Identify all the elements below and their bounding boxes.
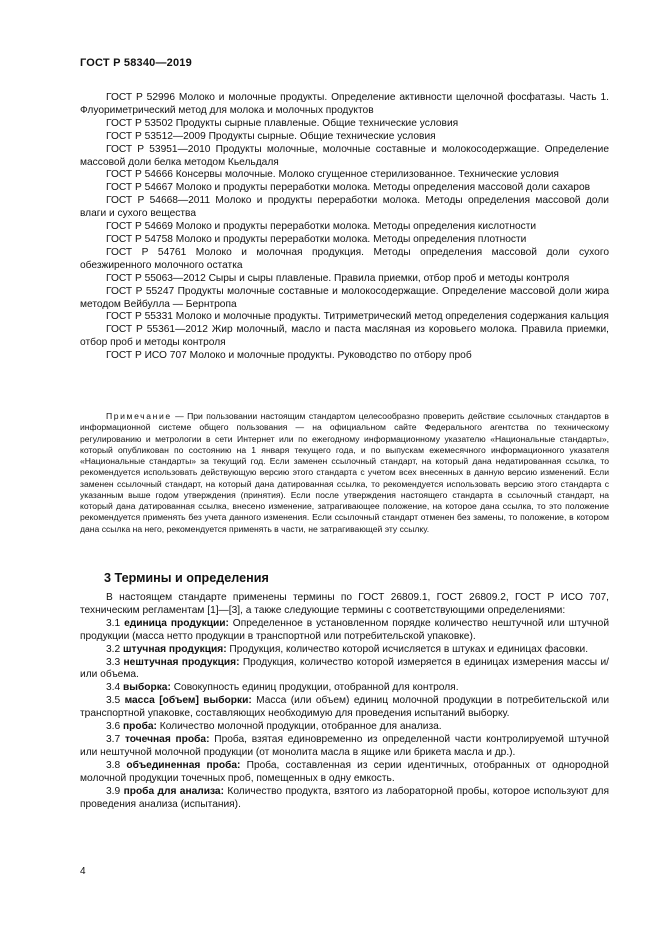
- terms-section: [80, 592, 609, 811]
- reference-item: ГОСТ Р 52996 Молоко и молочные продукты. Определение активности щелочной фосфатазы. Часть 1. Флуориметрический метод для молока и молочных продуктов: [80, 92, 609, 116]
- document-code-header: ГОСТ Р 58340—2019: [80, 57, 192, 69]
- reference-item: ГОСТ Р 54669 Молоко и продукты переработки молока. Методы определения кислотности: [106, 221, 537, 233]
- reference-item: ГОСТ Р 53951—2010 Продукты молочные, молочные составные и молокосодержащие. Определение массовой доли белка методом Кьельдаля: [80, 143, 609, 168]
- term-definition: Количество продукта, взятого из лабораторной пробы, которое используют для проведения анализа (испытания).: [80, 785, 610, 810]
- reference-item: ГОСТ Р 55247 Продукты молочные составные и молокосодержащие. Определение массовой доли жира методом Вейбулла — Бернтропа: [80, 285, 609, 310]
- term-number: 3.5: [106, 695, 125, 707]
- term-number: 3.4: [106, 682, 123, 694]
- term-number: 3.3: [106, 656, 124, 668]
- term-number: 3.6: [106, 721, 123, 733]
- term-name: нештучная продукция:: [123, 656, 240, 668]
- term-item: [80, 734, 609, 760]
- term-item: [80, 618, 609, 644]
- term-item: [80, 695, 609, 721]
- term-definition: Продукция, количество которой измеряется в единицах измерения массы и/или объема.: [80, 656, 609, 681]
- term-item: [80, 682, 609, 695]
- term-definition: Масса (или объем) единиц молочной продукции в потребительской или транспортной упаковке, составляющих необходимую для проведения испытаний выборку.: [80, 695, 610, 720]
- term-number: 3.9: [106, 785, 124, 797]
- term-name: точечная проба:: [124, 733, 210, 745]
- page-number: 4: [80, 866, 86, 877]
- normative-references-list: [80, 92, 609, 363]
- section-intro: В настоящем стандарте применены термины по ГОСТ 26809.1, ГОСТ 26809.2, ГОСТ Р ИСО 707, техническим регламентам [1]—[3], а также следующие термины с соответствующими определениями:: [80, 592, 609, 616]
- term-number: 3.8: [106, 759, 127, 771]
- term-item: [80, 721, 609, 734]
- section-title: 3 Термины и определения: [104, 571, 269, 585]
- term-name: выборка:: [123, 682, 171, 694]
- reference-item: ГОСТ Р 54667 Молоко и продукты переработки молока. Методы определения массовой доли сахаров: [106, 182, 591, 194]
- term-name: объединенная проба:: [126, 759, 241, 771]
- term-name: единица продукции:: [124, 617, 229, 629]
- term-number: 3.1: [106, 617, 125, 629]
- note-text: — При пользовании настоящим стандартом целесообразно проверить действие ссылочных стандартов в информационной системе общего пользования — на официальном сайте Федерального агентства по техническому регулированию и метрологии в сети Интернет или по ежегодному информационному указателю «Национальные стандарты», который опубликован по состоянию на 1 января текущего года, и по выпускам ежемесячного информационного указателя «Национальные стандарты» за текущий год. Если заменен ссылочный стандарт, на который дана недатированная ссылка, то рекомендуется использовать действующую версию этого стандарта с учетом всех внесенных в данную версию изменений. Если заменен ссылочный стандарт, на который дана датированная ссылка, то рекомендуется использовать версию этого стандарта с указанным выше годом утверждения (принятия). Если после утверждения настоящего стандарта в ссылочный стандарт, на который дана датированная ссылка, внесено изменение, затрагивающее положение, на которое дана ссылка, то это положение рекомендуется применять без учета данного изменения. Если ссылочный стандарт отменен без замены, то положение, в котором дана ссылка на него, рекомендуется применять в части, не затрагивающей эту ссылку.: [80, 411, 609, 534]
- term-number: 3.7: [106, 733, 125, 745]
- reference-item: ГОСТ Р 54761 Молоко и молочная продукция. Методы определения массовой доли сухого обезжиренного молочного остатка: [80, 246, 609, 271]
- reference-item: ГОСТ Р 54758 Молоко и продукты переработки молока. Методы определения плотности: [106, 233, 527, 245]
- term-definition: Количество молочной продукции, отобранное для анализа.: [156, 721, 442, 733]
- term-name: проба:: [123, 721, 157, 733]
- term-definition: Проба, составленная из серии идентичных, отобранных от однородной молочной продукции точечных проб, помещенных в одну емкость.: [80, 759, 609, 784]
- term-number: 3.2: [106, 643, 123, 655]
- term-name: проба для анализа:: [123, 785, 224, 797]
- term-name: штучная продукция:: [123, 643, 227, 655]
- term-definition: Проба, взятая единовременно из определенной части контролируемой штучной или нештучной молочной продукции (от монолита масла в ящике или брикета масла и др.).: [80, 733, 610, 758]
- term-definition: Продукция, количество которой исчисляется в штуках и единицах фасовки.: [226, 643, 589, 655]
- term-item: [80, 760, 609, 786]
- reference-item: ГОСТ Р ИСО 707 Молоко и молочные продукты. Руководство по отбору проб: [106, 350, 472, 362]
- term-definition: Определенное в установленном порядке количество нештучной или штучной продукции (масса нетто продукции в транспортной или потребительской упаковке).: [80, 617, 610, 642]
- note-paragraph: [80, 411, 609, 535]
- reference-item: ГОСТ Р 53502 Продукты сырные плавленые. Общие технические условия: [106, 117, 459, 129]
- note-block: [80, 411, 609, 535]
- note-label: Примечание: [106, 411, 172, 421]
- term-item: [80, 786, 609, 812]
- term-item: [80, 657, 609, 683]
- reference-item: ГОСТ Р 53512—2009 Продукты сырные. Общие технические условия: [106, 130, 436, 142]
- reference-item: ГОСТ Р 55063—2012 Сыры и сыры плавленые. Правила приемки, отбор проб и методы контроля: [106, 272, 570, 284]
- reference-item: ГОСТ Р 55361—2012 Жир молочный, масло и паста масляная из коровьего молока. Правила приемки, отбор проб и методы контроля: [80, 324, 609, 349]
- term-name: масса [объем] выборки:: [124, 695, 252, 707]
- reference-item: ГОСТ Р 54666 Консервы молочные. Молоко сгущенное стерилизованное. Технические условия: [106, 169, 559, 181]
- reference-item: ГОСТ Р 54668—2011 Молоко и продукты переработки молока. Методы определения массовой доли влаги и сухого вещества: [80, 195, 609, 220]
- term-definition: Совокупность единиц продукции, отобранной для контроля.: [170, 682, 459, 694]
- term-item: [80, 644, 609, 657]
- reference-item: ГОСТ Р 55331 Молоко и молочные продукты. Титриметрический метод определения содержания кальция: [106, 311, 609, 323]
